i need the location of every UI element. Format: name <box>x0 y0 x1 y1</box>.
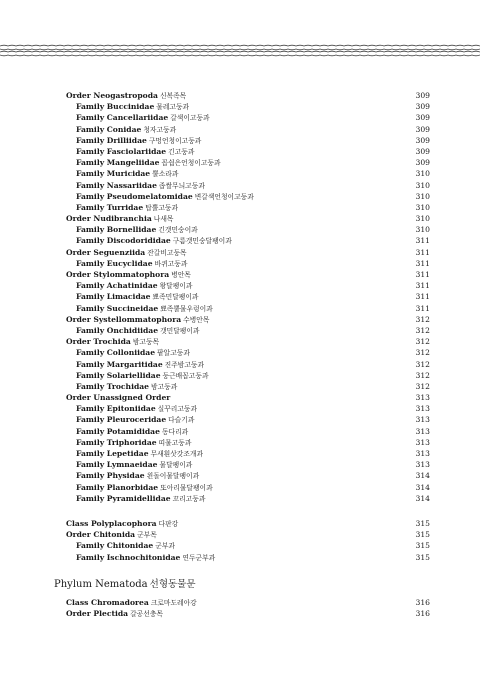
toc-entry-korean-name: 뾰족뿔물우렁이과 <box>160 304 213 313</box>
toc-page-number: 309 <box>415 113 430 123</box>
toc-page-number: 314 <box>415 482 430 492</box>
toc-entry-korean-name: 구멍언청이고둥과 <box>148 136 202 145</box>
wave-line <box>0 49 480 50</box>
phylum-heading-en: Phylum Nematoda <box>54 578 148 590</box>
toc-entry-korean-name: 왼돌이물달팽이과 <box>146 472 200 481</box>
toc-entry-korean-name: 실꾸리고둥과 <box>157 405 198 414</box>
toc-page-number: 315 <box>415 530 430 540</box>
toc-page-number: 311 <box>415 281 430 291</box>
toc-entry-korean-name: 밤고둥과 <box>151 382 178 391</box>
toc-page-number: 315 <box>415 552 430 562</box>
toc-order-row[interactable] <box>66 90 430 101</box>
toc-entry-name: Order Neogastropoda <box>66 91 158 100</box>
toc-entry-korean-name: 뿔소라과 <box>152 170 179 179</box>
toc-family-row[interactable] <box>66 202 430 213</box>
toc-family-row[interactable] <box>66 448 430 459</box>
wave-line <box>0 55 480 56</box>
toc-entry-korean-name: 군부과 <box>155 542 175 551</box>
toc-page-number: 313 <box>415 415 430 425</box>
toc-family-row[interactable] <box>66 552 430 563</box>
toc-family-row[interactable] <box>66 146 430 157</box>
toc-page-number: 311 <box>415 270 430 279</box>
toc-entry-korean-name: 갯민달팽이과 <box>160 326 200 335</box>
toc-entry-korean-name: 물달팽이과 <box>159 461 193 470</box>
wave-line <box>0 51 480 52</box>
toc-page-number: 316 <box>415 608 430 618</box>
toc-page-number: 313 <box>415 393 430 403</box>
toc-order-row[interactable] <box>66 247 430 258</box>
toc-entry-korean-name: 긴갯민숭이과 <box>158 226 198 235</box>
toc-page-number: 311 <box>415 303 430 313</box>
toc-family-row[interactable] <box>66 124 430 135</box>
toc-family-row[interactable] <box>66 540 430 551</box>
toc-family-row[interactable] <box>66 470 430 481</box>
toc-entry-korean-name: 탑뿔고둥과 <box>145 203 179 212</box>
toc-entry-name: Family Trochidae <box>76 381 150 391</box>
toc-order-row[interactable] <box>66 608 430 619</box>
toc-page-number: 315 <box>415 518 430 528</box>
toc-entry-korean-name: 크로마도레아강 <box>150 598 197 607</box>
toc-family-row[interactable] <box>66 291 430 302</box>
toc-entry-korean-name: 나새목 <box>153 215 174 224</box>
toc-page-number: 309 <box>415 91 430 100</box>
toc-page-number: 316 <box>415 597 430 607</box>
toc-group-nematoda <box>66 597 430 619</box>
toc-entry-name: Order Systellommatophora <box>66 314 182 324</box>
toc-entry-korean-name: 병안목 <box>171 271 191 279</box>
toc-entry-name: Order Seguenziida <box>66 247 146 257</box>
toc-entry-name: Family Triphoridae <box>76 437 157 447</box>
toc-page-number: 312 <box>415 337 430 347</box>
toc-page-number: 310 <box>415 225 430 235</box>
decorative-wave-border <box>0 44 480 58</box>
toc-entry-name: Order Trochida <box>66 337 131 347</box>
toc-entry-name: Family Limacidae <box>76 292 151 302</box>
toc-page-number: 312 <box>415 359 430 369</box>
toc-entry-korean-name: 팥알고둥과 <box>157 349 190 358</box>
toc-entry-name: Family Succineidae <box>76 303 159 313</box>
toc-entry-korean-name: 잔갈비고둥목 <box>147 248 187 257</box>
toc-page-number: 313 <box>415 460 430 470</box>
toc-family-row[interactable] <box>66 426 430 437</box>
toc-page-number: 309 <box>415 146 430 156</box>
toc-entry-name: Family Epitoniidae <box>76 404 156 414</box>
toc-page-number: 310 <box>415 214 430 224</box>
toc-order-row[interactable] <box>66 314 430 325</box>
toc-family-row[interactable] <box>66 370 430 381</box>
toc-entry-name: Family Onchidiidae <box>76 325 159 335</box>
toc-family-row[interactable] <box>66 101 430 112</box>
toc-page-number: 313 <box>415 437 430 447</box>
toc-entry-korean-name: 무새흰삿갓조개과 <box>150 450 204 458</box>
toc-entry-name: Order Unassigned Order <box>66 393 171 403</box>
toc-entry-name: Family Conidae <box>76 124 142 134</box>
toc-entry-name: Order Stylommatophora <box>66 270 170 279</box>
toc-page-number: 311 <box>415 292 430 302</box>
toc-page-number: 310 <box>415 202 430 212</box>
toc-page-number: 312 <box>415 348 430 358</box>
toc-entry-name: Family Planorbidae <box>76 482 159 492</box>
toc-entry-name: Family Chitonidae <box>76 541 154 551</box>
toc-page-number: 313 <box>415 449 430 458</box>
toc-order-row[interactable] <box>66 392 430 403</box>
toc-entry-korean-name: 동다리과 <box>161 427 189 436</box>
toc-family-row[interactable] <box>66 493 430 504</box>
toc-family-row[interactable] <box>66 191 430 202</box>
toc-page-number: 314 <box>415 493 430 503</box>
toc-order-row[interactable] <box>66 269 430 280</box>
toc-entry-name: Family Fasciolariidae <box>76 146 167 156</box>
toc-entry-name: Family Turridae <box>76 202 144 212</box>
toc-entry-korean-name: 갈공선충목 <box>130 609 163 618</box>
toc-entry-name: Class Polyplacophora <box>66 518 157 528</box>
toc-entry-name: Family Pyramidellidae <box>76 493 171 503</box>
toc-group-polyplacophora <box>66 518 430 563</box>
toc-family-row[interactable] <box>66 224 430 235</box>
toc-order-row[interactable] <box>66 597 430 608</box>
toc-entry-name: Family Ischnochitonidae <box>76 552 181 562</box>
phylum-heading-ko: 선형동물문 <box>149 578 196 590</box>
toc-page-number: 310 <box>415 180 430 190</box>
toc-family-row[interactable] <box>66 303 430 314</box>
toc-family-row[interactable] <box>66 347 430 358</box>
toc-family-row[interactable] <box>66 157 430 168</box>
toc-entry-korean-name: 밤고둥목 <box>132 338 160 347</box>
toc-entry-korean-name: 물레고둥과 <box>156 103 190 112</box>
toc-entry-name: Family Discodorididae <box>76 236 171 246</box>
toc-entry-name: Order Plectida <box>66 608 129 618</box>
toc-page-number: 310 <box>415 191 430 201</box>
toc-page-number: 312 <box>415 325 430 335</box>
toc-entry-name: Family Lepetidae <box>76 449 149 458</box>
toc-entry-korean-name: 다슬기과 <box>168 416 195 425</box>
toc-entry-name: Order Nudibranchia <box>66 214 152 224</box>
phylum-heading <box>54 577 430 593</box>
toc-entry-korean-name: 수병안목 <box>183 315 210 324</box>
toc-family-row[interactable] <box>66 280 430 291</box>
toc-entry-korean-name: 띠물고둥과 <box>158 438 192 447</box>
toc-entry-korean-name: 왕달팽이과 <box>159 282 193 291</box>
toc-family-row[interactable] <box>66 459 430 470</box>
toc-entry-name: Order Chitonida <box>66 530 136 540</box>
toc-entry-korean-name: 바퀴고둥과 <box>154 259 188 268</box>
toc-group-gastropoda <box>66 90 430 504</box>
toc-entry-korean-name: 갈색이고둥과 <box>170 114 210 123</box>
toc-page-number: 311 <box>415 236 430 246</box>
toc-family-row[interactable] <box>66 414 430 425</box>
toc-entry-name: Family Achatinidae <box>76 281 158 291</box>
toc-family-row[interactable] <box>66 168 430 179</box>
toc-page-number: 311 <box>415 258 430 268</box>
toc-page-number: 313 <box>415 426 430 436</box>
toc-family-row[interactable] <box>66 112 430 123</box>
toc-page-number: 309 <box>415 135 430 145</box>
toc-entry-name: Family Drilliidae <box>76 135 147 145</box>
toc-family-row[interactable] <box>66 403 430 414</box>
toc-family-row[interactable] <box>66 258 430 269</box>
toc-page-number: 311 <box>415 247 430 257</box>
toc-entry-name: Family Colloniidae <box>76 348 156 358</box>
toc-page-number: 310 <box>415 169 430 179</box>
toc-family-row[interactable] <box>66 325 430 336</box>
toc-entry-name: Family Margaritidae <box>76 359 163 369</box>
toc-page-number: 315 <box>415 541 430 551</box>
toc-entry-korean-name: 다판강 <box>158 519 179 528</box>
toc-order-row[interactable] <box>66 529 430 540</box>
toc-entry-name: Family Nassariidae <box>76 180 157 190</box>
toc-family-row[interactable] <box>66 437 430 448</box>
toc-entry-name: Class Chromadorea <box>66 597 149 607</box>
toc-page-number: 312 <box>415 370 430 380</box>
toc-entry-korean-name: 좁쌀무늬고둥과 <box>158 181 205 190</box>
toc-entry-korean-name: 청자고둥과 <box>143 125 177 134</box>
toc-order-row[interactable] <box>66 518 430 529</box>
toc-page-number: 312 <box>415 314 430 324</box>
toc-family-row[interactable] <box>66 235 430 246</box>
toc-entry-name: Family Eucyclidae <box>76 258 153 268</box>
toc-entry-korean-name: 꼽쉽은언청이고둥과 <box>161 159 221 168</box>
table-of-contents <box>54 90 430 619</box>
toc-entry-korean-name: 꼬리고둥과 <box>172 494 206 503</box>
toc-entry-korean-name: 연두군부과 <box>182 553 216 562</box>
toc-entry-name: Family Lymnaeidae <box>76 460 158 470</box>
toc-page-number: 309 <box>415 102 430 112</box>
toc-family-row[interactable] <box>66 180 430 191</box>
toc-page-number: 313 <box>415 404 430 414</box>
toc-family-row[interactable] <box>66 381 430 392</box>
toc-page-number: 314 <box>415 471 430 481</box>
toc-entry-name: Family Cancellariidae <box>76 113 169 123</box>
toc-entry-name: Family Muricidae <box>76 169 151 179</box>
toc-page-number: 312 <box>415 381 430 391</box>
toc-family-row[interactable] <box>66 359 430 370</box>
toc-entry-name: Family Pseudomelatomidae <box>76 191 193 201</box>
toc-entry-korean-name: 긴고둥과 <box>168 147 195 156</box>
toc-order-row[interactable] <box>66 336 430 347</box>
toc-entry-korean-name: 둥근배꼽고둥과 <box>162 371 209 380</box>
toc-entry-korean-name: 또아리물달팽이과 <box>160 483 213 492</box>
toc-entry-korean-name: 구름갯민숭달팽이과 <box>172 237 232 246</box>
toc-entry-name: Family Bornellidae <box>76 225 157 235</box>
toc-entry-korean-name: 신복족목 <box>159 92 187 100</box>
toc-entry-korean-name: 뾰족민달팽이과 <box>152 293 199 302</box>
toc-family-row[interactable] <box>66 482 430 493</box>
toc-order-row[interactable] <box>66 213 430 224</box>
toc-page-number: 309 <box>415 124 430 134</box>
toc-entry-name: Family Physidae <box>76 471 145 481</box>
toc-entry-name: Family Pleuroceridae <box>76 415 167 425</box>
toc-entry-name: Family Solariellidae <box>76 370 161 380</box>
toc-page-number: 309 <box>415 158 430 168</box>
toc-entry-name: Family Potamididae <box>76 426 160 436</box>
toc-family-row[interactable] <box>66 135 430 146</box>
toc-entry-name: Family Mangeliidae <box>76 158 160 168</box>
wave-line <box>0 45 480 46</box>
toc-entry-korean-name: 변갈색언청이고둥과 <box>194 192 254 201</box>
toc-entry-korean-name: 군부목 <box>137 531 157 540</box>
toc-entry-korean-name: 진주밤고둥과 <box>164 360 205 369</box>
toc-entry-name: Family Buccinidae <box>76 102 155 112</box>
